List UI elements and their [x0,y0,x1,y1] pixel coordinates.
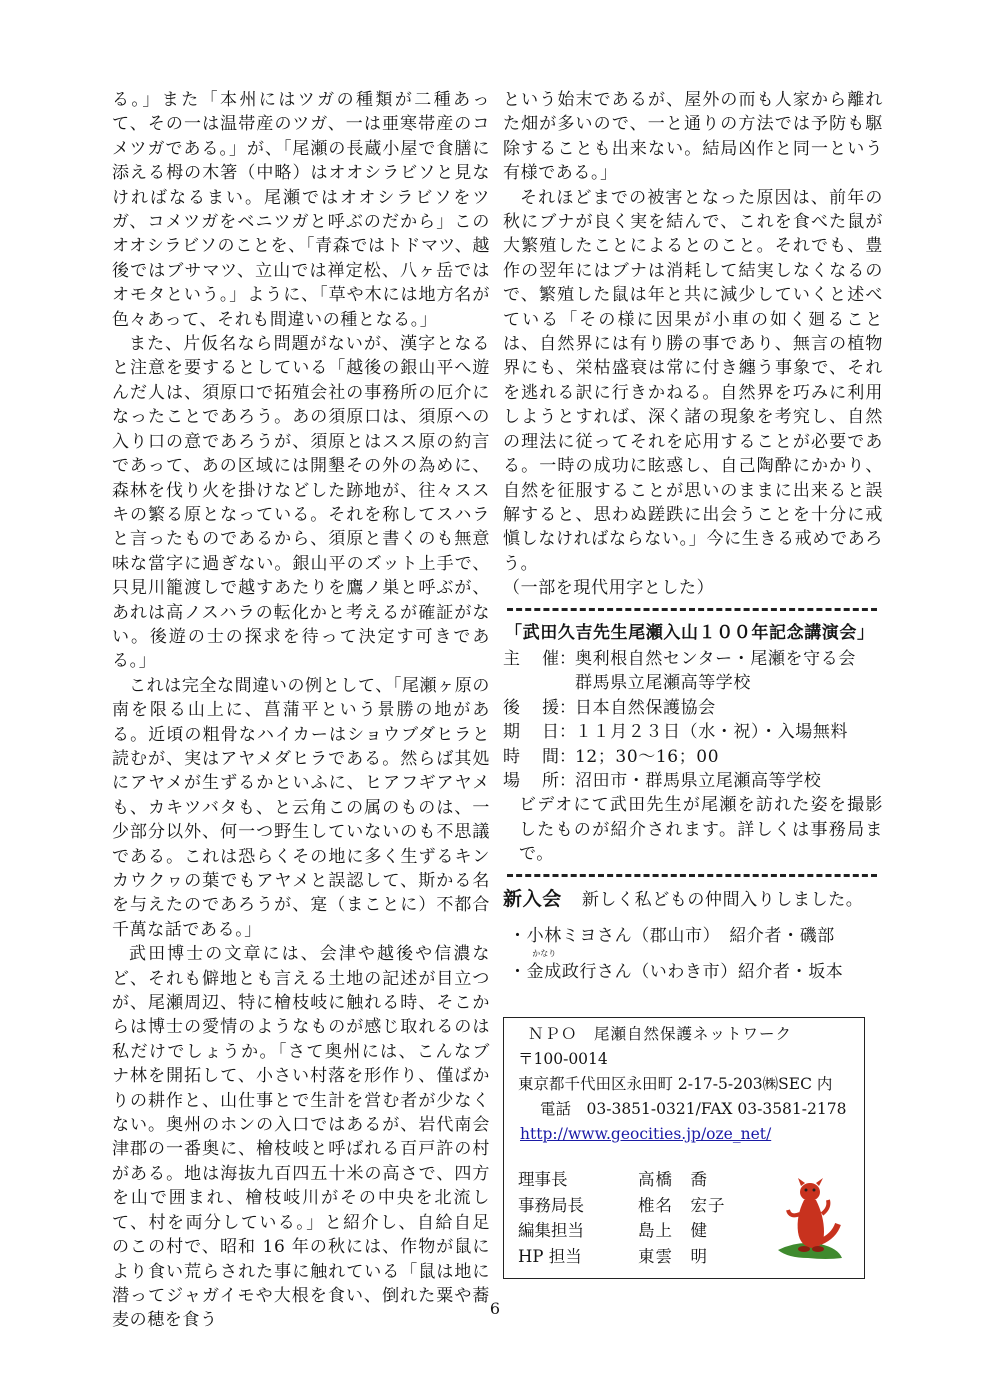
right-paragraph-1: という始末であるが、屋外の而も人家から離れた畑が多いので、一と通りの方法では予防も駆除することも出来ない。結局凶作と同一という有様である。」 [503,90,883,184]
npo-postal-code: 〒100-0014 [518,1050,608,1068]
event-row-value: 日本自然保護協会 [575,697,716,718]
event-row-date [503,720,883,744]
event-row-value: 奥利根自然センター・尾瀬を守る会 [575,648,856,669]
event-notice [503,621,883,867]
event-title: 「武田久吉先生尾瀬入山１００年記念講演会」 [505,622,875,643]
event-row-value: 群馬県立尾瀬高等学校 [575,673,751,694]
left-paragraph-1: る。」また「本州にはツガの種類が二種あって、その一は温帯産のツガ、一は亜寒帯産のコメツガである。」が、「尾瀬の長蔵小屋で食膳に添える栂の木箸（中略）はオオシラビソと見なければなるまい。尾瀬ではオオシラビソをツガ、コメツガをベニツガと呼ぶのだから」このオオシラビソのことを、「青森ではトドマツ、越後ではブサマツ、立山では禅定松、八ヶ岳ではオモタという。」ように、「草や木には地方名が色々あって、それも間違いの種となる。」 [112,90,490,330]
new-members-section [503,887,883,985]
dashed-divider-top [507,608,877,611]
officer-row: 編集担当 島上 健 [518,1221,708,1240]
right-paragraph-2: それほどまでの被害となった原因は、前年の秋にブナが良く実を結んで、これを食べた鼠が大繁殖したことによるとのこと。それでも、豊作の翌年にはブナは消耗して結実しなくなるので、繁殖した鼠は年と共に減少していくと述べている「その様に因果が小車の如く廻ることは、自然界には有り勝の事であり、無言の植物界にも、栄枯盛衰は常に付き纏う事象で、それを逃れる訳に行きかねる。自然界を巧みに利用しようとすれば、深く諸の現象を考究し、自然の理法に従ってそれを応用することが必要である。一時の成功に眩惑し、自己陶酔にかかり、自然を征服することが思いのままに出来ると誤解すると、思わぬ蹉跌に出会うことを十分に戒愼しなければならない。」今に生きる戒めであろう。 [503,187,883,574]
event-row-label: 時 間： [503,746,576,767]
officer-row: 事務局長 椎名 宏子 [518,1195,726,1215]
event-row-value: 12；30〜16；00 [575,746,720,767]
event-row-support [503,696,883,720]
left-paragraph-4: 武田博士の文章には、会津や越後や信濃など、それも僻地とも言える土地の記述が目立つが、尾瀬周辺、特に檜枝岐に触れる時、そこからは博士の愛情のようなものが感じ取れるのは私だけでしょうか。「さて奥州には、こんなブナ林を開拓して、小さい村落を形作り、僅ばかりの耕作と、山仕事とで生計を営む者が少なくない。奥州のホンの入口ではあるが、岩代南会津郡の一番奥に、檜枝岐と呼ばれる百戸許の村がある。地は海抜九百四五十米の高さで、四方を山で囲まれ、檜枝岐川がその中央を北流して、村を両分している。」と紹介し、自給自足のこの村で、昭和 16 年の秋には、作物が鼠により食い荒らされた事に触れている「鼠は地に潜ってジャガイモや大根を食い、倒れた粟や蕎麦の穂を食う [112,944,490,1331]
new-member-2: ・金成 かなり 政行さん（いわき市）紹介者・坂本 [503,960,883,984]
furigana-name: 金成 かなり [526,949,562,983]
right-column [503,88,883,985]
left-paragraph-3: これは完全な間違いの例として、「尾瀬ヶ原の南を限る山上に、菖蒲平という景勝の地がある。近頃の粗骨なハイカーはショウブダヒラと読むが、実はアヤメダヒラである。然らば其処にアヤメが生ずるかといふに、ヒアフギアヤメも、カキツバタも、と云角この属のものは、一少部分以外、何一つ野生していないのも不思議である。これは恐らくその地に多く生ずるキンカウクヮの葉でもアヤメと誤認して、斯かる名を与えたのであろうが、寔（まことに）不都合千萬な話である。」 [112,675,490,940]
officer-row: HP 担当 東雲 明 [518,1246,708,1266]
modern-usage-note: （一部を現代用字とした） [503,578,715,599]
event-row-venue [503,769,883,793]
left-column [112,88,490,1333]
event-row-label: 期 日： [503,722,576,743]
event-row-organizer-2 [503,671,883,695]
npo-name: ＮＰＯ 尾瀬自然保護ネットワーク [528,1025,793,1043]
event-row-time [503,745,883,769]
dashed-divider-bottom [507,874,877,877]
new-members-title: 新入会 [503,887,562,910]
npo-address: 東京都千代田区永田町 2-17-5-203㈱SEC 内 [518,1075,833,1093]
event-row-value: １１月２３日（水・祝）・入場無料 [575,722,849,743]
event-row-label: 場 所： [503,770,576,791]
event-row-label: 主 催： [503,648,576,669]
event-row-value: 沼田市・群馬県立尾瀬高等学校 [575,770,822,791]
new-member-1: ・小林ミヨさん（郡山市） 紹介者・磯部 [509,926,835,946]
npo-contact-box [503,1017,865,1279]
npo-website-link[interactable]: http://www.geocities.jp/oze_net/ [520,1125,772,1143]
event-note: ビデオにて武田先生が尾瀬を訪れた姿を撮影したものが紹介されます。詳しくは事務局まで。 [519,795,883,865]
weasel-mascot-icon [768,1170,848,1266]
event-row-organizer [503,647,883,671]
page-number: 6 [489,1299,501,1318]
event-row-label: 後 援： [503,697,576,718]
npo-phone-fax: 電話 03-3851-0321/FAX 03-3581-2178 [540,1100,847,1118]
new-members-subtitle: 新しく私どもの仲間入りしました。 [581,889,864,910]
left-paragraph-2: また、片仮名なら問題がないが、漢字となると注意を要するとしている「越後の銀山平へ遊んだ人は、須原口で拓殖会社の事務所の厄介になったことであろう。あの須原口は、須原への入り口の意であろうが、須原とはスス原の約言であって、あの区域には開墾その外の為めに、森林を伐り火を掛けなどした跡地が、往々ススキの繁る原となっている。それを称してスハラと言ったものであるから、須原と書くのも無意味な當字に過ぎない。銀山平のズット上手で、只見川籠渡しで越すあたりを鷹ノ巣と呼ぶが、あれは高ノスハラの転化かと考えるが確証がない。後遊の士の探求を待って決定す可きである。」 [112,334,490,672]
officer-row: 理事長 高橋 喬 [518,1170,708,1189]
